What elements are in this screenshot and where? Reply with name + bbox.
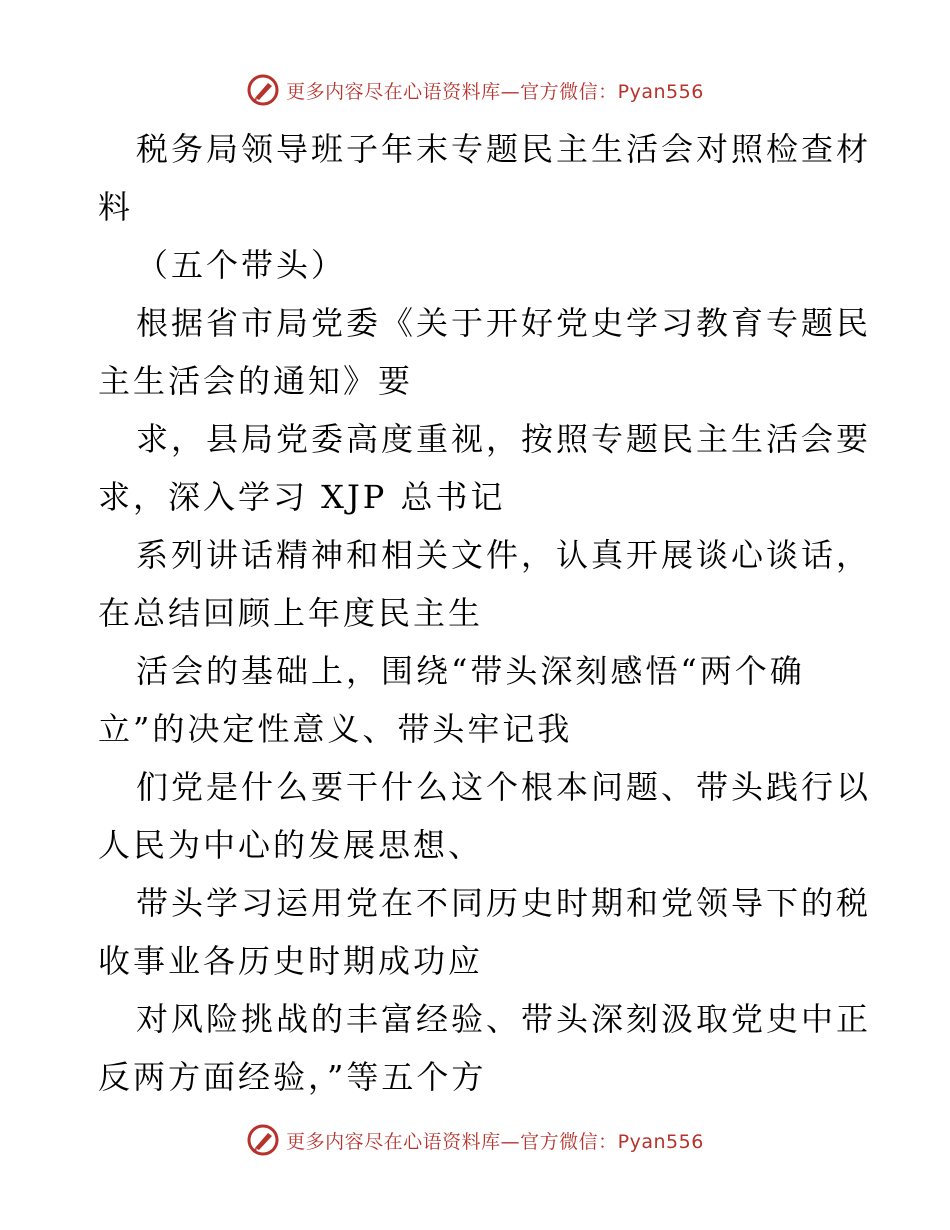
- paragraph-line: 立”的决定性意义、带头牢记我: [98, 710, 573, 748]
- watermark-text: 更多内容尽在心语资料库—官方微信：Pyan556: [286, 80, 704, 103]
- watermark-text: 更多内容尽在心语资料库—官方微信：Pyan556: [286, 1130, 704, 1153]
- paragraph-line: 根据省市局党委《关于开好党史学习教育专题民: [136, 304, 872, 342]
- footer-watermark: [0, 1120, 950, 1160]
- paragraph-line: 反两方面经验，”等五个方: [98, 1058, 487, 1096]
- title-line-1: 税务局领导班子年末专题民主生活会对照检查材: [136, 130, 872, 168]
- paragraph-line: 人民为中心的发展思想、: [98, 826, 484, 864]
- paragraph-line: 对风险挑战的丰富经验、带头深刻汲取党史中正: [136, 1000, 872, 1038]
- paragraph-line: 活会的基础上，围绕“带头深刻感悟“两个确: [136, 652, 805, 690]
- paragraph-line: 求，县局党委高度重视，按照专题民主生活会要: [136, 420, 872, 458]
- header-watermark: [0, 70, 950, 110]
- paragraph-line: 带头学习运用党在不同历史时期和党领导下的税: [136, 884, 872, 922]
- pen-logo-icon: [246, 1123, 280, 1157]
- paragraph-line: 系列讲话精神和相关文件，认真开展谈心谈话，: [136, 536, 872, 574]
- title-line-2: 料: [98, 188, 134, 226]
- subtitle: （五个带头）: [136, 246, 347, 284]
- paragraph-line: 收事业各历史时期成功应: [98, 942, 484, 980]
- paragraph-line: 求，深入学习 XJP 总书记: [98, 478, 506, 516]
- paragraph-line: 主生活会的通知》要: [98, 362, 414, 400]
- paragraph-line: 们党是什么要干什么这个根本问题、带头践行以: [136, 768, 872, 806]
- paragraph-line: 在总结回顾上年度民主生: [98, 594, 484, 632]
- document-body: [98, 120, 872, 1106]
- pen-logo-icon: [246, 73, 280, 107]
